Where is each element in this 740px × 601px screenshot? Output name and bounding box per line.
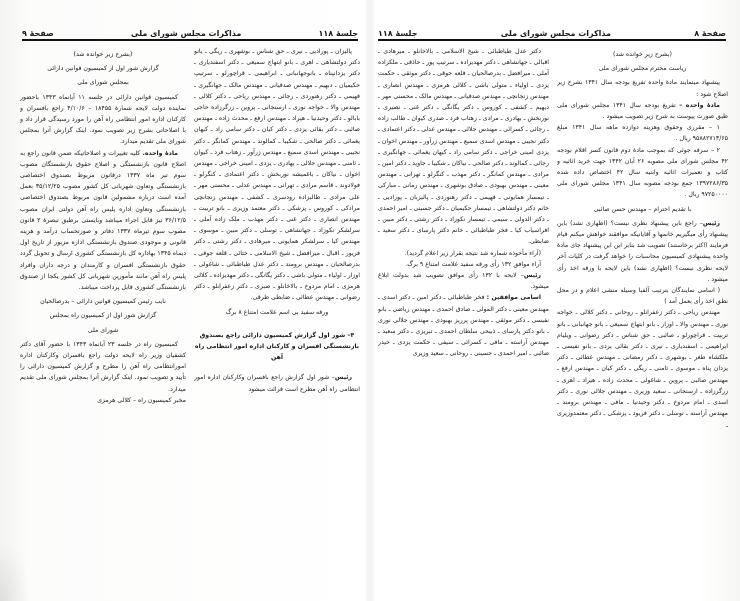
report-addressee-2: شورای ملی [87, 326, 119, 334]
speaker-label: رئیس [702, 219, 720, 227]
column-left [378, 46, 549, 593]
running-title: مذاکرات مجلس شورای ملی [131, 29, 242, 38]
voter-names: مهندس ریاحی ـ دکتر زعفرانلو ـ روحانی ـ دکتر کلالی ـ خواجه نوری ـ مهندس والا ـ اوزار ـ بانو ابتهاج سمیعی ـ بانو جهانبانی ـ بانو تربیت ـ قراچورلو ـ صائبی ـ حق شناس ـ دکتر رضوانی ـ ویلیام ابراهیمی ـ اسفندیاری ـ نیری ـ دکتر بقائی یزدی ـ بانو نفیسی ـ ملکشاه طغر ـ بوشهری ـ دکتر رمضانی ـ مهندس عطائی ـ دکتر یزدان پناه ـ موسوی ـ ثامنی ـ ریگی ـ دکتر کیان ـ مهندس ارفع ـ مهندس صائبی ـ پروین ـ شاغولی ـ محدث زاده ـ هیراد ـ اهری ـ زرگرزاده ـ ارسنجانی ـ سعید وزیری ـ مهندس جلالی نوری ـ دکتر اسدی ـ امام مردوخ ـ دکتر وحیدنیا ـ مافی ـ مهندس برومند ـ مهندس آراسته ـ توسلی ـ دکتر فریود ـ پزشکی ـ دکتر معتمدوزیری ـ [557, 309, 728, 429]
single-article: مادهٔ واحده. کلیه تغییرات و اصلاحاتیکه ضمن قانون راجع به اصلاح قانون بازنشستگی و اصلاح حقوق بازنشستگان مصوب سوم تیر ماه ۱۳۳۷ درقانون مربوط بصندوق اختصاصی بازنشستگی وتعاون شهربانی کل کشور مصوب ۳۵/۱۲/۲۵ بعمل آمده است درباره مشمولین قانون مربوط بصندوق اختصاصی بازنشستگی وتعاون اداره پلیس راه آهن دولتی ایران مصوب ۳۶/۱۲/۵ نیز قابل اجراء میباشد وبایستی برطبق تبصرهٔ ۲ قانون مصوب سوم تیرماه ۱۳۳۷ دفاتر و صورتحساب درآمد و هزینه قانونی و موجودی صندوق بازنشستگی اداره مزبور از تاریخ اول دیماه ۱۳۴۵ بهاداره کل بازنشستگی کشوری ارسال و تحویل گردد حقوق بازنشستگی افسران و کارمندان و درجه داران وافراد پلیس راه آهن مانند مأمورین شهربانی کل کشور یکجا از صندوق بازنشستگی کشوری قابل پرداخت میباشد. [20, 149, 186, 292]
signature-2: مخبر کمیسیون راه – کلالی هرمزی [97, 396, 186, 404]
voter-names-continued: دکتر عدل طباطبائی ـ شیخ الاسلامی ـ بالاخانلو ـ میرهادی ـ اقبالی ـ جهانشاهی ـ دکتر مهدیزاده ـ سرتیپ پور ـ حاذقی ـ ملکزاده آملی ـ میرافضل ـ بدرصالحیان ـ قلعه جوقی ـ دکتر موثقی ـ حکمت یزدی ـ اولیاء ـ متولی باشی ـ کلالی هرمزی ـ مهندس انصاری ـ مهندس زنجانچی ـ مهندس صدقیانی ـ مهندس مالک ـ محسنی مهر ـ دیهیم ـ کشفی ـ کوروس ـ دکتر یگانگی ـ دکتر غنی ـ نصیری ـ نوربخش ـ بهادری ـ مرادی ـ زهتاب فرد ـ صدری کیوان ـ طالب زاده ـ رجائی ـ کسرائی ـ مهندس جلالی ـ مهندس عدلی ـ دکتر اعتمادی ـ دکتر نجیبی ـ مهندس اسدی سمیع ـ مهندس زرآور ـ مهندس اخوان ـ یزدی امینی خراجی ـ دکتر سامی راد ـ کیهان یغمائی ـ جهانگیری ـ رجائی ـ کمالوند ـ دکتر صالحی ـ نیاکان ـ شکیبا ـ جاوید ـ دکتر امین ـ مرادی ـ مهندس کمانگر ـ دکتر مهذب ـ کنگرلو ـ تهرانی ـ مهندس معینی ـ مهندس بهبودی ـ صادق بوشهری ـ مهندس رمانی ـ مبارکی ـ تیمسار همایونی ـ فهیمی ـ دکتر رهنوردی ـ پالیزبان ـ پورادیی ـ خانم دکتر دولتشاهی ـ تیمسار حکیمیان ـ دکتر حسینی ـ امیر احمدی ـ دکتر الدولی ـ سیمی ـ تیمسار نکوزاد ـ دکتر رشتی ـ دکتر مبین ـ افراسیاب کیا ـ فخر طباطبائی ـ خانم دکتر پارسای ـ دکتر سعید ـ ضابطی. [378, 48, 549, 246]
voter-names: پالیزان ـ پورادیی ـ نیری ـ حق شناس ـ بوشهری ـ ریگی ـ بانو دکتر دولتشاهی ـ اهری ـ بانو ابتهاج سمیعی ـ دکتر اسفندیاری ـ دکتر یزدانپناه ـ بانوجهانبانی ـ ابراهیمی ـ قراچورلو ـ سرتیپ حکیمیان ـ دبهیم ـ مهندس صدقیانی ـ مهندس مالک ـ جهانگیری ـ فهیمی ـ دکتر رهنوردی ـ رجائی ـ مهندس ریاحی ـ دکتر کلالی ـ مهندس والا ـ خواجه نوری ـ ارسنجانی ـ پروین ـ زرگرزاده حاجی بابالو ـ دکتر وحیدنیا ـ هیراد ـ مهندس ارفع ـ محدث زاده ـ مهندس صائبی ـ دکتر بقائی یزدی ـ دکتر کیان ـ دکتر سامی راد ـ کیهان یغمائی ـ دکتر صالحی ـ شکیبا ـ کمالوند ـ مهندس کمانگر ـ دکتر نجیبی ـ مهندس اسدی سمیع ـ مهندس زرآور ـ زهتاب فرد ـ کیوان ـ ثامنی ـ مهندس جلالی ـ بهادری ـ یزدی ـ امینی خراجی ـ مهندس اخوان ـ نیاکان ـ باغمیشه نوربخش ـ دکتر اعتمادی ـ کنگرلو ـ فولادوند ـ قاسم مرادی ـ تهرانی ـ مهندس عدلی ـ محسنی مهر ـ علی مرادی ـ طالبزاده رودسری ـ کشفی ـ مهندس زنجانچی مرادکی ـ کوروس ـ پزشکی ـ دکتر معتمد وزیری ـ بانو تربیت ـ مهندس انصاری ـ دکتر غنی ـ دکتر مهذب ـ ملک زاده آملی ـ سرلشکر نکوزاد ـ جهانشاهی ـ توسلی ـ دکتر مبین ـ موسوی ـ مهندس کیا ـ سرلشکر همایونی ـ میرهادی ـ دکتر رشتی ـ دکتر فریور ـ اقبال ـ میرافضل ـ شیخ الاسلامی ـ ختائی ـ قلعه جوقی ـ بدرصالحیان ـ مهندس برومند ـ دکتر عدل طباطبائی ـ شاغولی ـ اوزار ـ اولیاء ـ متولی باشی ـ دکتر یگانگی ـ دکتر مهدیزاده ـ کلالی هرمزی ـ امام مردوخ ـ بالاخانلو ـ صبری ـ دکتر زعفرانلو ـ دکتر رضوانی ـ مهندس عطائی ـ ضابطی طرقی. [194, 48, 360, 302]
report-heading-2: گزارش شور اول از کمیسیون راه بمجلس [49, 312, 157, 320]
vote-count-note: (آراء مأخوذه شماره شد نتیجه بقرار زیر اعلام گردید). [404, 249, 541, 257]
column-right [194, 46, 360, 593]
reading-note: (بشرح زیر خوانده شد) [73, 51, 133, 58]
budget-item-2: ۲ – سرفه جوئی که بموجب مادهٔ دوم قانون کسر اقلام بودجه ۴۲ مجلس شورای ملی مصوبه ۲۶ آبان ۱۳۴۲ جهت خرید اثاثیه و کتاب و تعمیرات اثاثیه وابنیه سال ۴۲ اختصاص داده شده ۱۳۹۷۲۸۶/۳۵ جمع بودجه مصوبه سال ۱۳۴۱ مجلس شورای ملی ۹۷۲۵۰۰۰۰ ریال . [557, 146, 728, 199]
approvers-label: اسامی موافقین : [486, 294, 542, 302]
section-title: ۴– شور اول گزارش کمیسیون دارائی راجع بصندوق بازنشستگی افسران و کارکنان اداره امور انتظامی راه آهن [194, 331, 360, 362]
single-article: مادهٔ واحده – تفریغ بودجه سال ۱۳۴۱ مجلس شورای ملی طبق صورت پیوست به شرح زیر تصویب میشود . [557, 101, 728, 121]
article-label: مادهٔ واحده. [142, 149, 179, 157]
column-left [20, 46, 186, 593]
report-heading: گزارش شور اول از کمیسیون قوانین دارائی [47, 65, 159, 73]
approvers-list: اسامی موافقین : فخر طباطبائی ـ دکتر امین ـ دکتر اسدی ـ مهندس معینی ـ دکتر المولی ـ صادق احمدی ـ مهندس ریاضی ـ بانو نفیسی ـ دکتر موثقی ـ مهندس پرریز بهبودی ـ مهندس جلالی نوری ـ بانو دکتر پارسای ـ ذبیحی سلطان احمدی ـ تبریزی ـ دکتر سعید ـ مهندس آراسته ـ مافی ـ کسرائی ـ سیفی ـ حکمت یزدی ـ حیدر صائبی ـ امیر احمدی ـ حسینی ـ روحانی ـ سعید وزیری [378, 294, 549, 358]
session-number: جلسهٔ ۱۱۸ [378, 29, 418, 38]
session-number: جلسهٔ ۱۱۸ [318, 29, 358, 38]
report-body: کمیسیون قوانین دارائی در جلسه ۱۱ آبانماه ۱۳۴۳ باحضور نماینده دولت لایحه شمارهٔ ۱۸۴۵۵ – ۴/۱۰/۶ راجع بافسران و کارکنان اداره امور انتظامی راه آهن را مورد رسیدگی قرار داد و با اصلاحاتی بشرح زیر تصویب نمود. اینک گزارش آنرا بمجلس شورای ملی تقدیم میدارد. [20, 93, 186, 146]
text-columns [378, 46, 728, 593]
article-label: مادهٔ واحده – [679, 101, 720, 109]
proposal-intro: پیشنهاد مینمایند مادهٔ واحده تفریغ بودجه سال ۱۳۴۱ بشرح زیر اصلاح شود : [557, 79, 728, 98]
page-number: صفحهٔ ۸ [694, 29, 726, 38]
speaker-paragraph: رئیس– شور اول گزارش راجع بافسران وکارکنان اداره امور انتظامی راه آهن مطرح است قرائت میشود [194, 374, 360, 393]
addressee: ریاست محترم مجلس شورای ملی [598, 65, 687, 73]
header-rule [378, 39, 726, 41]
report-body-2: کمیسیون راه در جلسه ۲۳ آبانماه ۱۳۴۳ با حضور آقای دکتر کشفیان وزیر راه لایحه دولت راجع بافسران وکارکنان اداره امورانتظامی راه آهن را مطرح و گزارش کمیسیون دارائی را تأیید و تصویب نمود. اینک گزارش آنرا بمجلس شورای ملی تقدیم میدارد. [20, 340, 186, 393]
speaker-label: رئیس [523, 272, 541, 280]
column-right [557, 46, 728, 593]
budget-item-1: ۱ – مقرری وحقوق وهزینه دوازده ماهه سال ۱۳۴۱ مبلغ ۹۵۸۸۲۷۱۳/۶۵ ریال . [557, 124, 728, 143]
reading-note: (بشرح زیر خوانده شد) [613, 51, 672, 58]
gutter-shadow [370, 0, 376, 601]
running-title: مذاکرات مجلس شورای ملی [500, 29, 611, 38]
signature: نایب رئیس کمیسیون قوانین دارائی – بدرصالحیان [40, 298, 166, 306]
procedure-note: ( اسامی نمایندگان بترتیب آلفبا وسیله منشی اعلام و در محل نطق اخذ رأی بعمل آمد ) [557, 287, 728, 306]
closing-signature: با تقدیم احترام – مهندس حسن صائبی [593, 205, 692, 213]
text-columns [20, 46, 360, 593]
page-header [22, 24, 358, 38]
speaker-paragraph: رئیس– راجع باین پیشنهاد نظری نیست؟ (اظهاری نشد) باین پیشنهاد رأی میگیریم خانمها و آقایانیکه موافقند خواهش میکنم قیام فرمایند (اکثر برخاستند) تصویب شد بنابر این این پیشنهاد جای مادهٔ واحده پیشنهادی کمیسیون محاسبات را خواهد گرفت در کلیات آخر لایحه نظری نیست؟ (اظهاری نشد) باین لایحه با ورقه اخذ رأی میشود . [557, 219, 728, 283]
speaker-paragraph: رئیس– لایحه با ۱۳۲ رأی موافق تصویب شد بدولت ابلاغ میشود. [378, 272, 549, 291]
speaker-label: رئیس [334, 374, 352, 382]
vote-result: آراء موافق ۱۳۲ رأی ورقه سفید علامت امتناع ۹ برگ. [405, 260, 541, 268]
page-header [378, 24, 726, 38]
page-number: صفحهٔ ۹ [22, 29, 54, 38]
report-addressee: بمجلس شورای ملی [77, 79, 129, 87]
abstention-note: ورقه سفید بی اسم علامت امتناع ۸ برگ [225, 308, 329, 316]
header-rule [22, 39, 358, 41]
page-8 [370, 0, 740, 601]
